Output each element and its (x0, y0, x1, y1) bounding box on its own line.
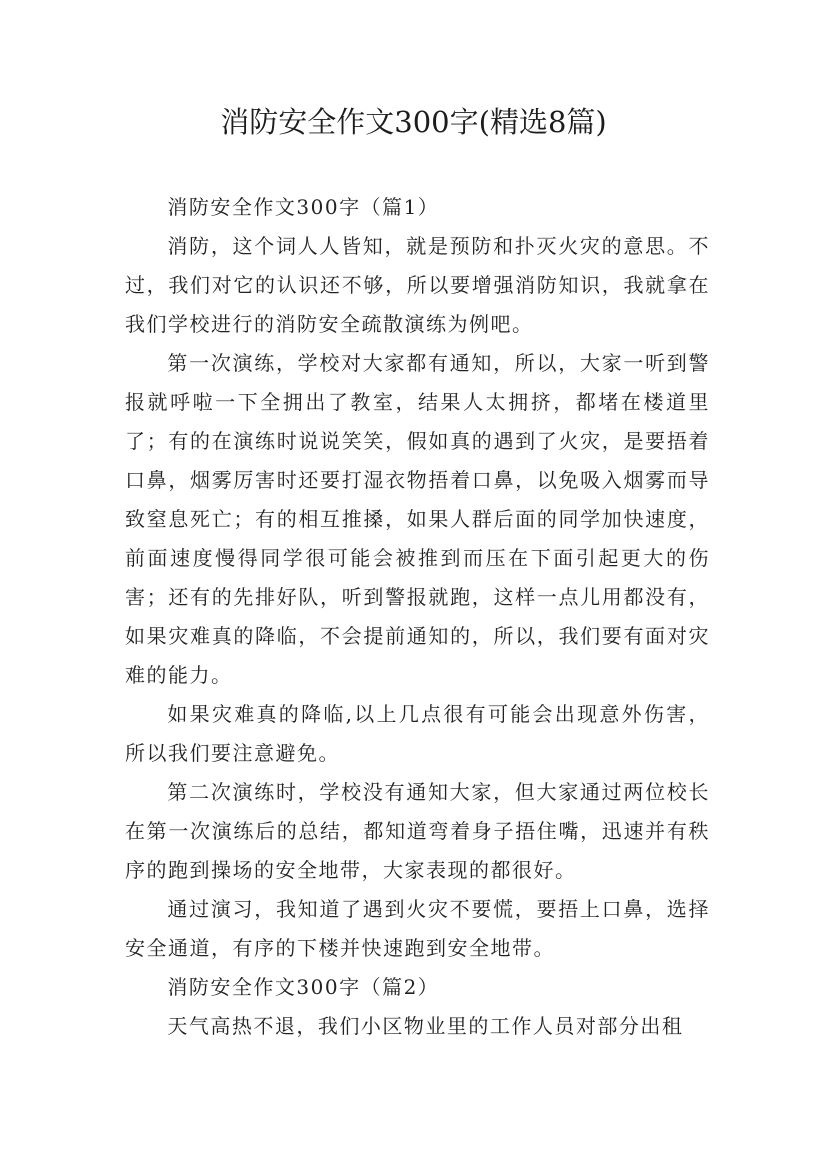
paragraph: 通过演习，我知道了遇到火灾不要慌，要捂上口鼻，选择安全通道，有序的下楼并快速跑到安全地带。 (125, 897, 710, 960)
paragraph: 如果灾难真的降临,以上几点很有可能会出现意外伤害，所以我们要注意避免。 (125, 702, 710, 765)
paragraph: 消防，这个词人人皆知，就是预防和扑灭火灾的意思。不过，我们对它的认识还不够，所以要增强消防知识，我就拿在我们学校进行的消防安全疏散演练为例吧。 (125, 234, 710, 336)
paragraph: 第一次演练，学校对大家都有通知，所以，大家一听到警报就呼啦一下全拥出了教室，结果人太拥挤，都堵在楼道里了；有的在演练时说说笑笑，假如真的遇到了火灾，是要捂着口鼻，烟雾厉害时还要打湿衣物捂着口鼻，以免吸入烟雾而导致窒息死亡；有的相互推搡，如果人群后面的同学加快速度，前面速度慢得同学很可能会被推到而压在下面引起更大的伤害；还有的先排好队，听到警报就跑，这样一点儿用都没有，如果灾难真的降临，不会提前通知的，所以，我们要有面对灾难的能力。 (125, 351, 710, 687)
document-body (125, 188, 710, 1046)
document-title: 消防安全作文300字(精选8篇) (220, 105, 607, 139)
section-heading-1: 消防安全作文300字（篇1） (167, 195, 440, 219)
paragraph: 天气高热不退，我们小区物业里的工作人员对部分出租 (167, 1014, 684, 1038)
section-heading-2: 消防安全作文300字（篇2） (167, 975, 440, 999)
paragraph: 第二次演练时，学校没有通知大家，但大家通过两位校长在第一次演练后的总结，都知道弯着身子捂住嘴，迅速并有秩序的跑到操场的安全地带，大家表现的都很好。 (125, 780, 710, 882)
